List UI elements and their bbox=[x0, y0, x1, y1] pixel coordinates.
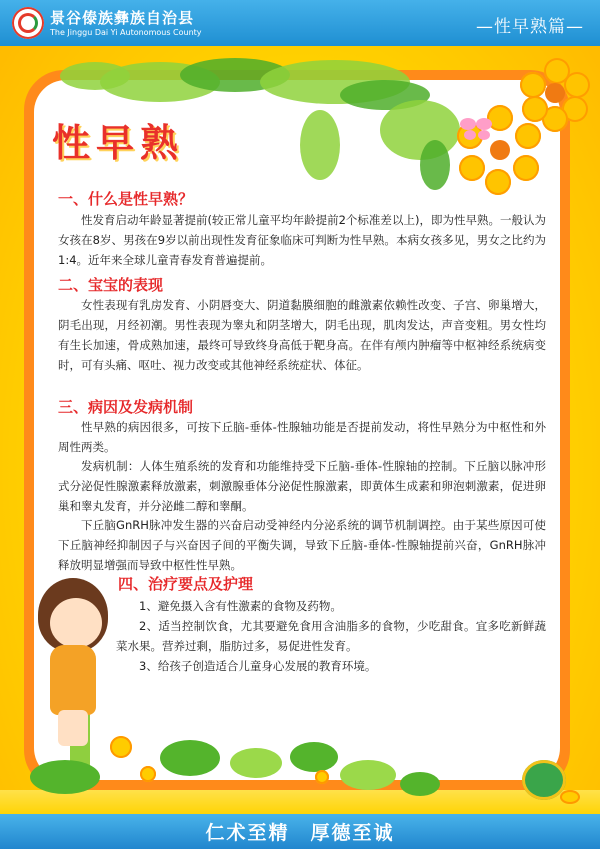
header-bar bbox=[0, 0, 600, 46]
section-paragraph: 下丘脑GnRH脉冲发生器的兴奋启动受神经内分泌系统的调节机制调控。由于某些原因可使下丘脑神经抑制因子与兴奋因子间的平衡失调，导致下丘脑-垂体-性腺轴提前兴奋，GnRH脉冲释放明显增强而导致中枢性性早熟。 bbox=[58, 518, 546, 572]
page-title: 性早熟 bbox=[52, 121, 185, 165]
county-name-cn: 景谷傣族彝族自治县 bbox=[50, 9, 195, 27]
section-heading: 四、治疗要点及护理 bbox=[118, 575, 254, 593]
section-paragraph: 性发育启动年龄显著提前(较正常儿童平均年龄提前2个标准差以上)，即为性早熟。一般认为女孩在8岁、男孩在9岁以前出现性发育征象临床可判断为性早熟。本病女孩多见，男女之比约为1:4。近年来全球儿童青春发育普遍提前。 bbox=[58, 213, 546, 267]
footer-bar bbox=[0, 814, 600, 849]
county-name-en: The Jinggu Dai Yi Autonomous County bbox=[50, 28, 202, 37]
section-heading: 一、什么是性早熟？ bbox=[58, 190, 194, 208]
section-paragraph: 女性表现有乳房发育、小阴唇变大、阴道黏膜细胞的雌激素依赖性改变、子宫、卵巢增大，阴毛出现，月经初潮。男性表现为睾丸和阴茎增大，阴毛出现，肌肉发达，声音变粗。男女性均有生长加速，骨成熟加速，最终可导致终身高低于靶身高。在伴有颅内肿瘤等中枢神经系统病变时，可有头痛、呕吐、视力改变或其他神经系统症状、体征。 bbox=[58, 298, 546, 372]
flower-icon bbox=[520, 58, 590, 128]
footer-motto: 仁术至精 厚德至诚 bbox=[205, 822, 395, 844]
butterfly-icon bbox=[460, 118, 494, 144]
section-paragraph: 性早熟的病因很多，可按下丘脑-垂体-性腺轴功能是否提前发动，将性早熟分为中枢性和外周性两类。 bbox=[58, 420, 546, 454]
section-tag: —性早熟篇— bbox=[476, 17, 584, 37]
section-heading: 三、病因及发病机制 bbox=[58, 398, 194, 416]
bird-icon bbox=[522, 760, 566, 800]
hospital-logo-icon bbox=[12, 7, 44, 39]
section-paragraph: 2、适当控制饮食，尤其要避免食用含油脂多的食物，少吃甜食。宜多吃新鲜蔬菜水果。营养过剩，脂肪过多，易促进性发育。 bbox=[116, 619, 546, 653]
section-paragraph: 发病机制：人体生殖系统的发育和功能维持受下丘脑-垂体-性腺轴的控制。下丘脑以脉冲形式分泌促性腺激素释放激素，刺激腺垂体分泌促性腺激素，即黄体生成素和卵泡刺激素，促进卵巢和睾丸发育，并分泌雌二醇和睾酮。 bbox=[58, 459, 546, 513]
section-paragraph: 3、给孩子创造适合儿童身心发展的教育环境。 bbox=[139, 659, 377, 673]
section-paragraph: 1、避免摄入含有性激素的食物及药物。 bbox=[139, 599, 342, 613]
section-heading: 二、宝宝的表现 bbox=[58, 276, 164, 294]
